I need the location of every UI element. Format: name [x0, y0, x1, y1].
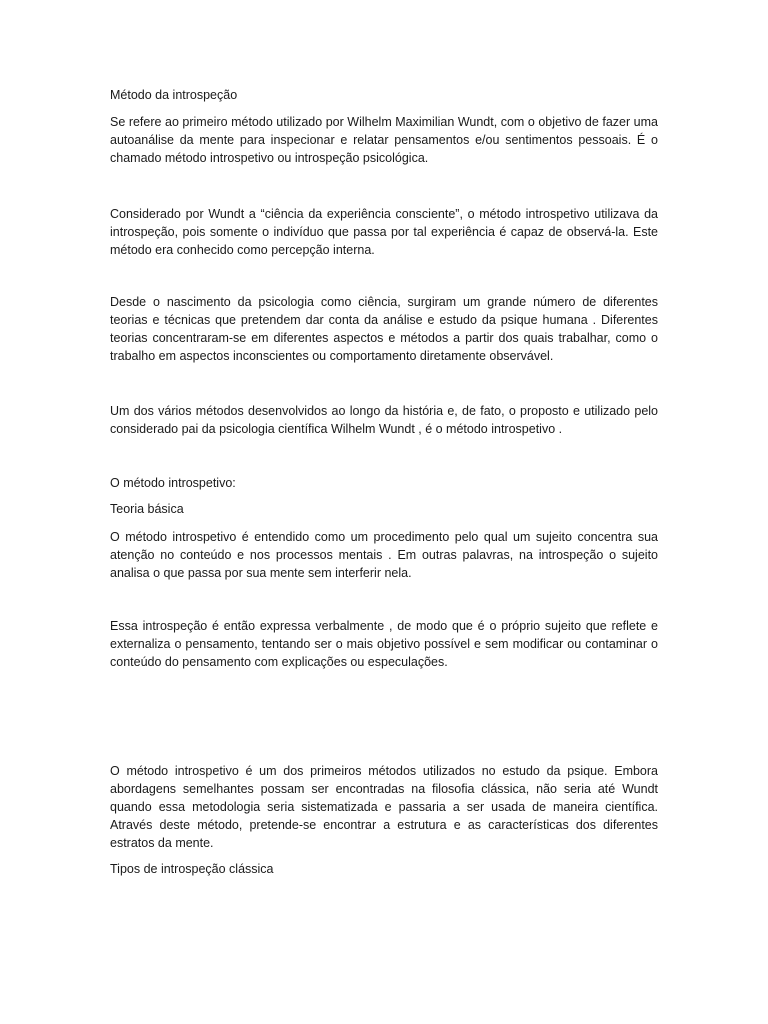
paragraph-1: Se refere ao primeiro método utilizado por Wilhelm Maximilian Wundt, com o objetivo de fazer uma autoanálise da mente para inspecionar e relatar pensamentos e/ou sentimentos pessoais. É o chamado método introspetivo ou introspeção psicológica. — [110, 115, 658, 165]
paragraph-6: Essa introspeção é então expressa verbalmente , de modo que é o próprio sujeito que reflete e externaliza o pensamento, tentando ser o mais objetivo possível e sem modificar ou contaminar o conteúdo do pensamento com explicações ou especulações. — [110, 619, 658, 669]
subheading: Teoria básica — [110, 502, 184, 516]
paragraph-7: O método introspetivo é um dos primeiros métodos utilizados no estudo da psique. Embora abordagens semelhantes possam ser encontradas na filosofia clássica, não seria até Wundt quando essa metodologia seria sistematizada e passaria a ser usada de maneira científica. Através deste método, pretende-se encontrar a estrutura e as características dos diferentes estratos da mente. — [110, 764, 658, 850]
paragraph-3: Desde o nascimento da psicologia como ciência, surgiram um grande número de diferentes teorias e técnicas que pretendem dar conta da análise e estudo da psique humana . Diferentes teorias concentraram-se em diferentes aspectos e métodos a partir dos quais trabalhar, como o trabalho em aspectos inconscientes ou comportamento diretamente observável. — [110, 295, 658, 363]
paragraph-2: Considerado por Wundt a “ciência da experiência consciente”, o método introspetivo utilizava da introspeção, pois somente o indivíduo que passa por tal experiência é capaz de observá-la. Este método era conhecido como percepção interna. — [110, 207, 658, 257]
closing-heading: Tipos de introspeção clássica — [110, 862, 274, 876]
paragraph-4: Um dos vários métodos desenvolvidos ao longo da história e, de fato, o proposto e utilizado pelo considerado pai da psicologia científica Wilhelm Wundt , é o método introspetivo . — [110, 404, 658, 436]
paragraph-5: O método introspetivo é entendido como um procedimento pelo qual um sujeito concentra sua atenção no conteúdo e nos processos mentais . Em outras palavras, na introspeção o sujeito analisa o que passa por sua mente sem interferir nela. — [110, 530, 658, 580]
document-title: Método da introspeção — [110, 88, 238, 102]
section-heading: O método introspetivo: — [110, 476, 236, 490]
